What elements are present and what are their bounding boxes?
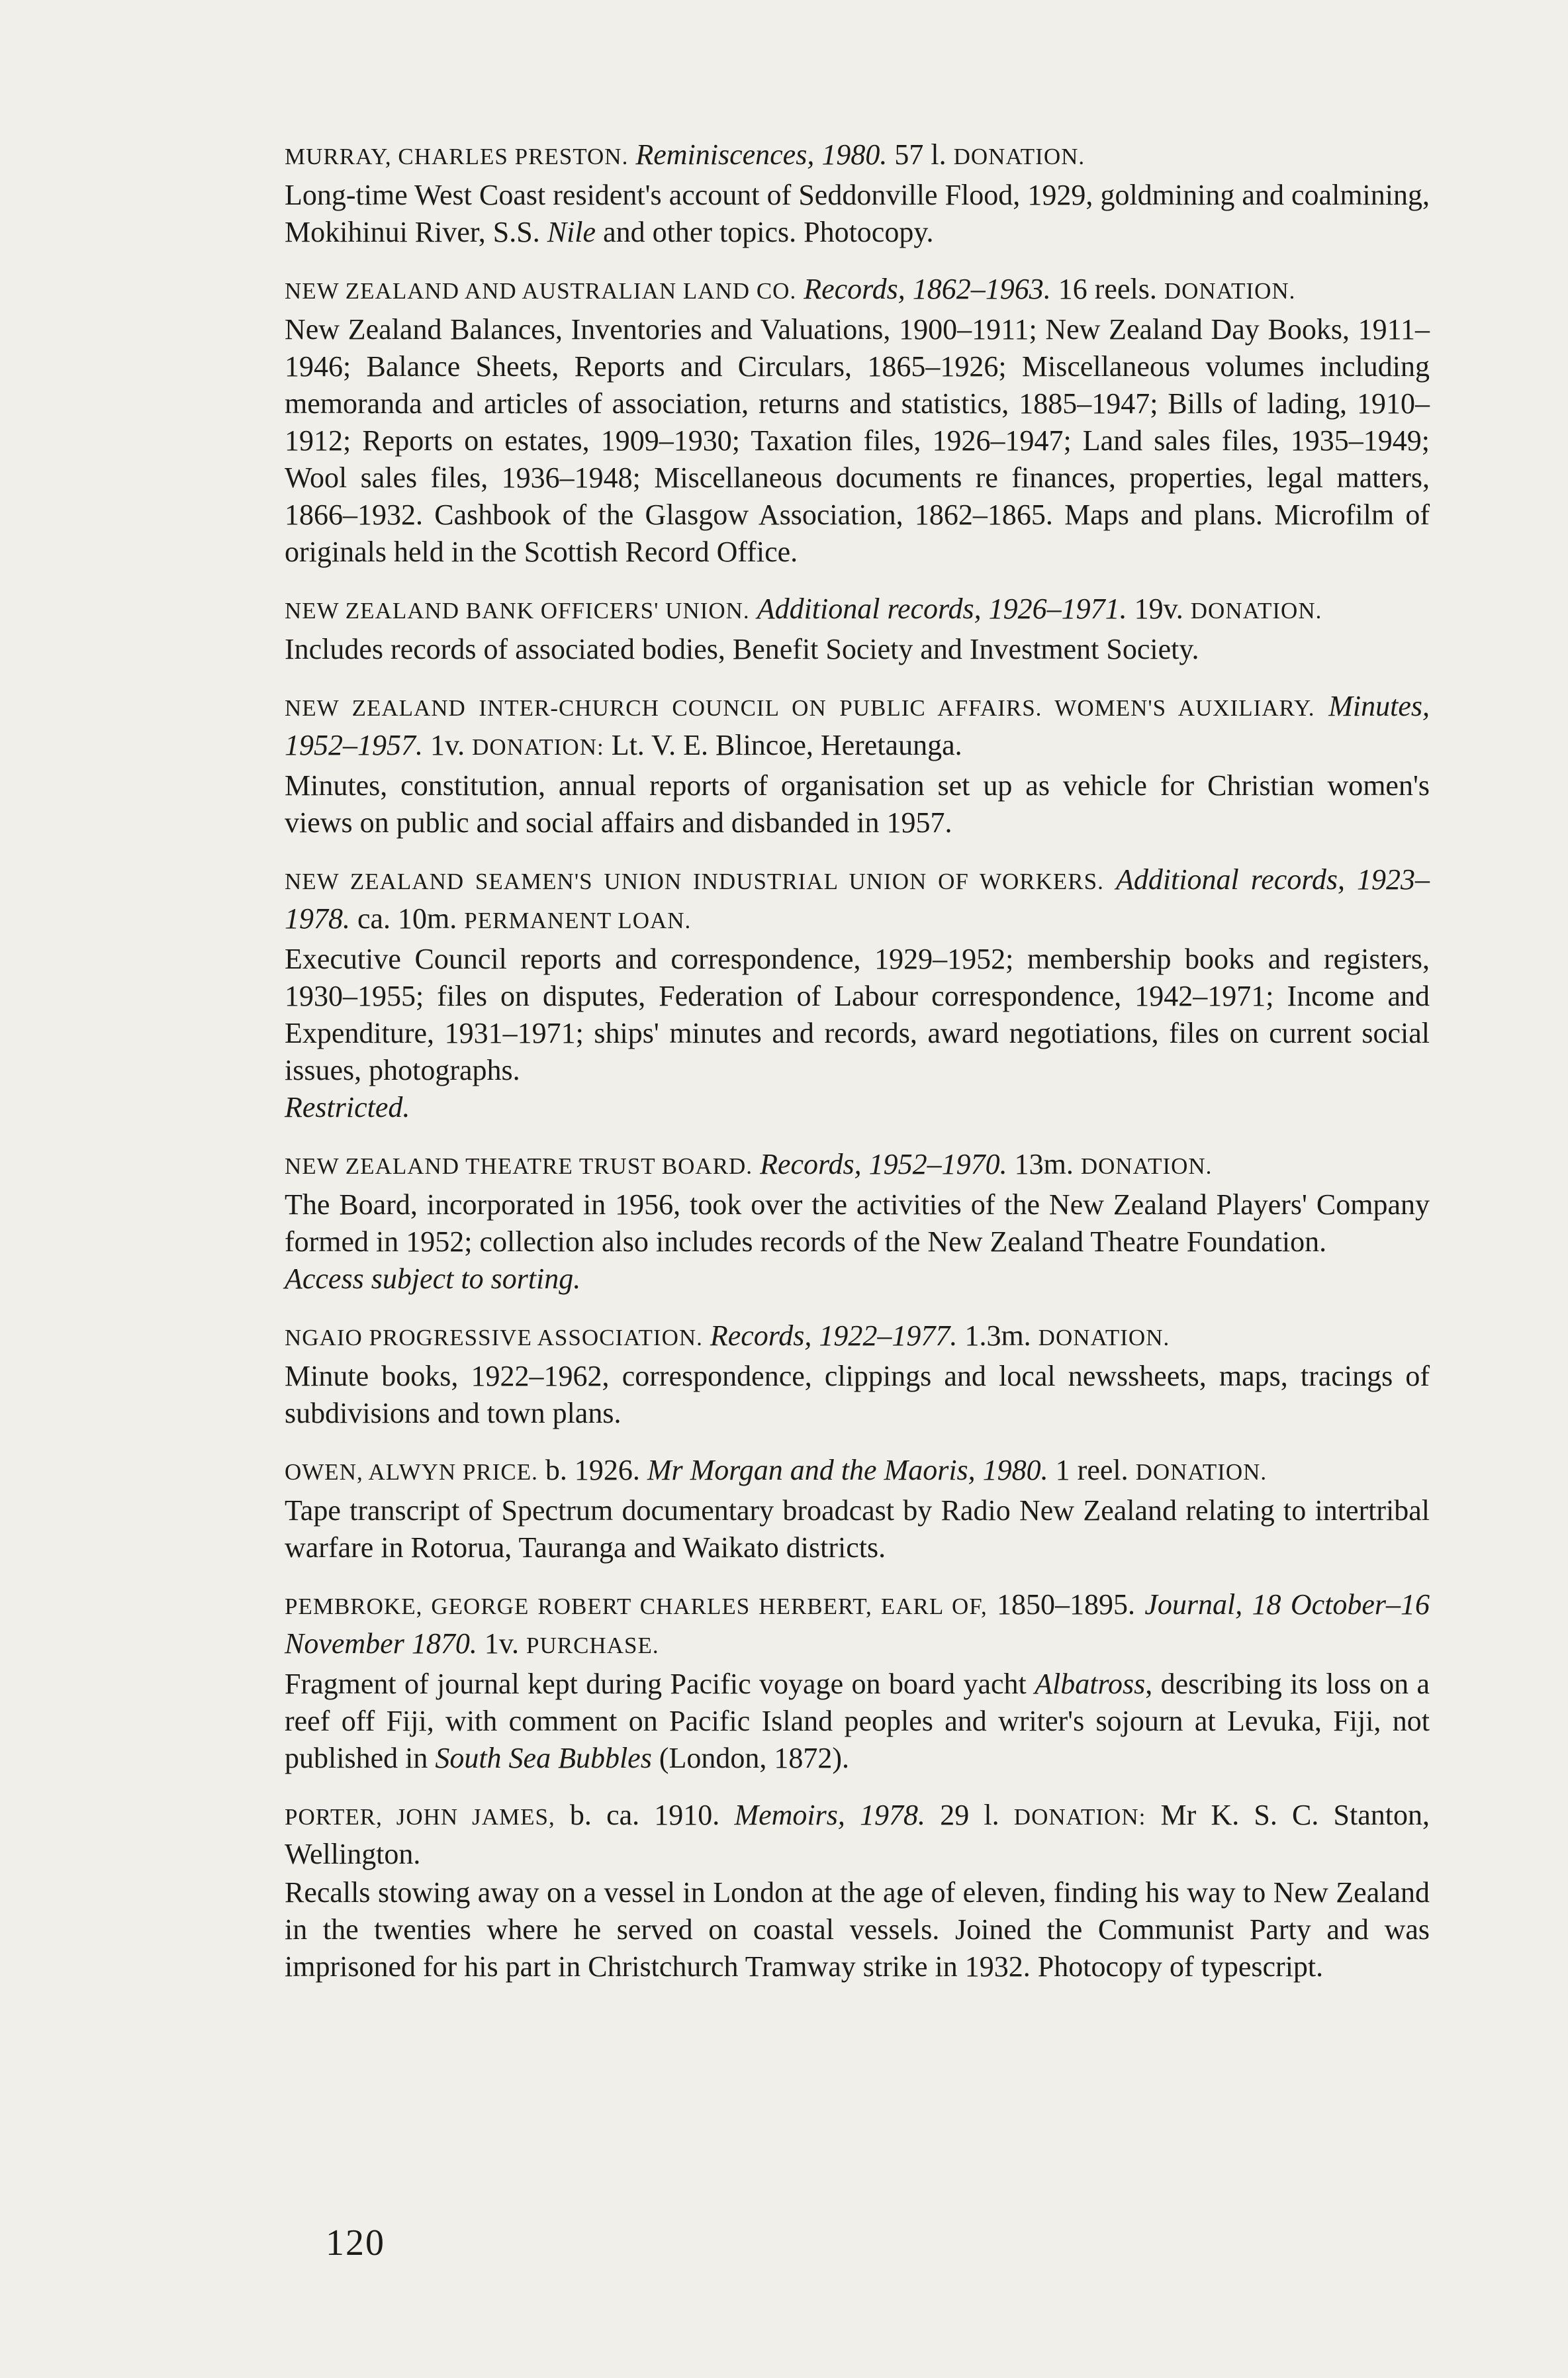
entry-extent: 19v. — [1134, 593, 1183, 625]
entry-title: Additional records, 1926–1971. — [757, 593, 1127, 625]
entry-heading — [285, 271, 1430, 310]
entry-dates: b. 1926. — [545, 1454, 640, 1486]
entry-title: Memoirs, 1978. — [734, 1799, 926, 1831]
entry-extent: 1v. — [484, 1627, 519, 1660]
entry-donor: Mr K. S. C. Stanton, Wellington. — [285, 1799, 1430, 1870]
entry-heading — [285, 861, 1430, 939]
entry-title: Journal, 18 October–16 November 1870. — [285, 1588, 1430, 1660]
entry-acquisition: PERMANENT LOAN. — [464, 908, 692, 933]
entry-description: The Board, incorporated in 1956, took over the activities of the New Zealand Players' Company formed in 1952; collection also includes records of the New Zealand Theatre Foundation. — [285, 1188, 1430, 1258]
entry-nz-bank-officers-union — [285, 591, 1430, 668]
entry-owen — [285, 1452, 1430, 1566]
desc-text: Fragment of journal kept during Pacific voyage on board yacht — [285, 1668, 1035, 1700]
desc-text-end: (London, 1872). — [651, 1742, 850, 1774]
entry-heading — [285, 1452, 1430, 1491]
entry-name: PORTER, JOHN JAMES, — [285, 1804, 555, 1830]
entry-acquisition: PURCHASE. — [526, 1633, 659, 1658]
entry-acquisition: DONATION: — [1013, 1804, 1146, 1830]
entry-title: Minutes, 1952–1957. — [285, 690, 1430, 761]
entry-porter — [285, 1797, 1430, 1985]
desc-italic: Albatross — [1035, 1668, 1146, 1700]
entry-nz-seamens-union — [285, 861, 1430, 1126]
entry-heading — [285, 1317, 1430, 1356]
entry-name: NEW ZEALAND BANK OFFICERS' UNION. — [285, 598, 750, 624]
entry-name: OWEN, ALWYN PRICE. — [285, 1459, 538, 1485]
entry-description: Includes records of associated bodies, Benefit Society and Investment Society. — [285, 633, 1199, 665]
entry-description: Minute books, 1922–1962, correspondence, clippings and local newssheets, maps, tracings of subdivisions and town plans. — [285, 1360, 1430, 1429]
entry-dates: 1850–1895. — [997, 1588, 1136, 1621]
entry-extent: 1.3m. — [964, 1319, 1031, 1352]
entry-description: Tape transcript of Spectrum documentary broadcast by Radio New Zealand relating to intertribal warfare in Rotorua, Tauranga and Waikato districts. — [285, 1494, 1430, 1564]
entry-title: Records, 1922–1977. — [710, 1319, 958, 1352]
entry-extent: 16 reels. — [1058, 273, 1157, 305]
desc-text-end: and other topics. Photocopy. — [596, 216, 934, 248]
entry-acquisition: DONATION. — [953, 144, 1085, 169]
entry-extent: 57 l. — [894, 138, 946, 171]
entry-title: Records, 1862–1963. — [804, 273, 1051, 305]
entry-name: PEMBROKE, GEORGE ROBERT CHARLES HERBERT, EARL OF, — [285, 1593, 988, 1619]
entry-description: Recalls stowing away on a vessel in London at the age of eleven, finding his way to New Zealand in the twenties where he served on coastal vessels. Joined the Communist Party and was imprisoned for his part in Christchurch Tramway strike in 1932. Photocopy of typescript. — [285, 1876, 1430, 1983]
entry-nz-theatre-trust-board — [285, 1146, 1430, 1298]
entry-description — [285, 177, 1430, 251]
entry-description: Executive Council reports and correspondence, 1929–1952; membership books and registers, 1930–1955; files on disputes, Federation of Labour correspondence, 1942–1971; Income and Expenditure, 1931–1971; ships' minutes and records, award negotiations, files on current social issues, photographs. — [285, 943, 1430, 1086]
entry-name: NEW ZEALAND SEAMEN'S UNION INDUSTRIAL UNION OF WORKERS. — [285, 869, 1104, 894]
entry-acquisition: DONATION. — [1038, 1325, 1170, 1351]
entry-extent: 13m. — [1014, 1148, 1074, 1180]
entry-acquisition: DONATION. — [1164, 278, 1296, 304]
entry-nz-inter-church-council — [285, 688, 1430, 841]
entry-heading — [285, 1586, 1430, 1664]
entry-pembroke — [285, 1586, 1430, 1777]
entry-name: NEW ZEALAND THEATRE TRUST BOARD. — [285, 1153, 753, 1179]
entry-description: New Zealand Balances, Inventories and Valuations, 1900–1911; New Zealand Day Books, 1911–1946; Balance Sheets, Reports and Circulars, 1865–1926; Miscellaneous volumes including memoranda and articles of association, returns and statistics, 1885–1947; Bills of lading, 1910–1912; Reports on estates, 1909–1930; Taxation files, 1926–1947; Land sales files, 1935–1949; Wool sales files, 1936–1948; Miscellaneous documents re finances, properties, legal matters, 1866–1932. Cashbook of the Glasgow Association, 1862–1865. Maps and plans. Microfilm of originals held in the Scottish Record Office. — [285, 313, 1430, 568]
entry-donor: Lt. V. E. Blincoe, Heretaunga. — [611, 729, 962, 761]
entry-title: Reminiscences, 1980. — [635, 138, 888, 171]
entry-title: Mr Morgan and the Maoris, 1980. — [647, 1454, 1048, 1486]
entry-name: NEW ZEALAND AND AUSTRALIAN LAND CO. — [285, 278, 797, 304]
entry-murray — [285, 136, 1430, 251]
entry-heading — [285, 591, 1430, 630]
entry-title: Additional records, 1923–1978. — [285, 863, 1430, 935]
entry-extent: 1v. — [430, 729, 465, 761]
entry-description — [285, 1666, 1430, 1777]
entries-column — [285, 136, 1430, 2005]
entry-heading — [285, 1797, 1430, 1873]
desc-italic-2: South Sea Bubbles — [435, 1742, 652, 1774]
page-number: 120 — [326, 2222, 385, 2263]
entry-acquisition: DONATION: — [472, 734, 604, 760]
entry-dates: b. ca. 1910. — [569, 1799, 720, 1831]
entry-extent: 29 l. — [940, 1799, 999, 1831]
entry-heading — [285, 136, 1430, 175]
entry-heading — [285, 1146, 1430, 1185]
desc-text-mid: , describing its loss on a reef off Fiji, with comment on Pacific Island peoples and writer's sojourn at Levuka, Fiji, not published in — [285, 1668, 1430, 1774]
entry-description: Minutes, constitution, annual reports of organisation set up as vehicle for Christian women's views on public and social affairs and disbanded in 1957. — [285, 769, 1430, 839]
desc-text: Long-time West Coast resident's account of Seddonville Flood, 1929, goldmining and coalmining, Mokihinui River, S.S. — [285, 179, 1430, 248]
entry-heading — [285, 688, 1430, 766]
entry-name: NGAIO PROGRESSIVE ASSOCIATION. — [285, 1325, 703, 1351]
entry-extent: ca. 10m. — [357, 902, 457, 935]
entry-acquisition: DONATION. — [1080, 1153, 1213, 1179]
entry-acquisition: DONATION. — [1135, 1459, 1268, 1485]
desc-italic: Nile — [547, 216, 596, 248]
entry-ngaio-progressive-association — [285, 1317, 1430, 1432]
entry-name: NEW ZEALAND INTER-CHURCH COUNCIL ON PUBLIC AFFAIRS. WOMEN'S AUXILIARY. — [285, 695, 1315, 721]
entry-nz-australian-land-co — [285, 271, 1430, 571]
entry-access-note: Restricted. — [285, 1091, 410, 1123]
entry-extent: 1 reel. — [1055, 1454, 1129, 1486]
entry-access-note: Access subject to sorting. — [285, 1262, 581, 1295]
entry-title: Records, 1952–1970. — [760, 1148, 1007, 1180]
entry-acquisition: DONATION. — [1190, 598, 1322, 624]
entry-name: MURRAY, CHARLES PRESTON. — [285, 144, 629, 169]
